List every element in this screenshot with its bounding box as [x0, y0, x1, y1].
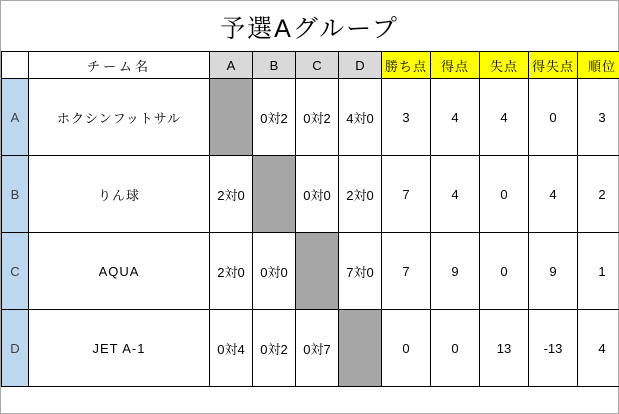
goal-difference-c: 9: [529, 233, 578, 310]
header-opponent-d: D: [339, 52, 382, 79]
header-opponent-a: A: [210, 52, 253, 79]
header-team-name: チーム名: [29, 52, 210, 79]
result-b-vs-c: 0対0: [296, 156, 339, 233]
goal-difference-d: -13: [529, 310, 578, 387]
team-name-a: ホクシンフットサル: [29, 79, 210, 156]
result-c-vs-a: 2対0: [210, 233, 253, 310]
table-corner-cell: [2, 52, 29, 79]
header-points: 勝ち点: [382, 52, 431, 79]
result-d-vs-b: 0対2: [253, 310, 296, 387]
goals-against-b: 0: [480, 156, 529, 233]
result-c-vs-d: 7対0: [339, 233, 382, 310]
table-row: [2, 79, 619, 156]
table-header-row: [2, 52, 619, 79]
diagonal-cell-dd: [339, 310, 382, 387]
points-c: 7: [382, 233, 431, 310]
team-name-b: りん球: [29, 156, 210, 233]
page-title: 予選Aグループ: [220, 15, 399, 43]
goals-against-c: 0: [480, 233, 529, 310]
header-goal-difference: 得失点: [529, 52, 578, 79]
standings-table: [1, 51, 619, 387]
result-a-vs-c: 0対2: [296, 79, 339, 156]
result-a-vs-d: 4対0: [339, 79, 382, 156]
points-d: 0: [382, 310, 431, 387]
goals-against-a: 4: [480, 79, 529, 156]
header-rank: 順位: [578, 52, 619, 79]
result-b-vs-a: 2対0: [210, 156, 253, 233]
rank-d: 4: [578, 310, 619, 387]
team-name-d: JET A-1: [29, 310, 210, 387]
goals-for-a: 4: [431, 79, 480, 156]
points-a: 3: [382, 79, 431, 156]
row-letter-a: A: [2, 79, 29, 156]
goals-for-d: 0: [431, 310, 480, 387]
diagonal-cell-bb: [253, 156, 296, 233]
result-d-vs-c: 0対7: [296, 310, 339, 387]
goals-for-c: 9: [431, 233, 480, 310]
goal-difference-a: 0: [529, 79, 578, 156]
rank-c: 1: [578, 233, 619, 310]
rank-a: 3: [578, 79, 619, 156]
goals-against-d: 13: [480, 310, 529, 387]
rank-b: 2: [578, 156, 619, 233]
header-goals-for: 得点: [431, 52, 480, 79]
result-d-vs-a: 0対4: [210, 310, 253, 387]
table-row: [2, 310, 619, 387]
row-letter-c: C: [2, 233, 29, 310]
points-b: 7: [382, 156, 431, 233]
result-a-vs-b: 0対2: [253, 79, 296, 156]
result-c-vs-b: 0対0: [253, 233, 296, 310]
team-name-c: AQUA: [29, 233, 210, 310]
diagonal-cell-cc: [296, 233, 339, 310]
table-row: [2, 233, 619, 310]
diagonal-cell-aa: [210, 79, 253, 156]
result-b-vs-d: 2対0: [339, 156, 382, 233]
header-opponent-b: B: [253, 52, 296, 79]
goals-for-b: 4: [431, 156, 480, 233]
row-letter-d: D: [2, 310, 29, 387]
row-letter-b: B: [2, 156, 29, 233]
header-goals-against: 失点: [480, 52, 529, 79]
goal-difference-b: 4: [529, 156, 578, 233]
table-row: [2, 156, 619, 233]
header-opponent-c: C: [296, 52, 339, 79]
